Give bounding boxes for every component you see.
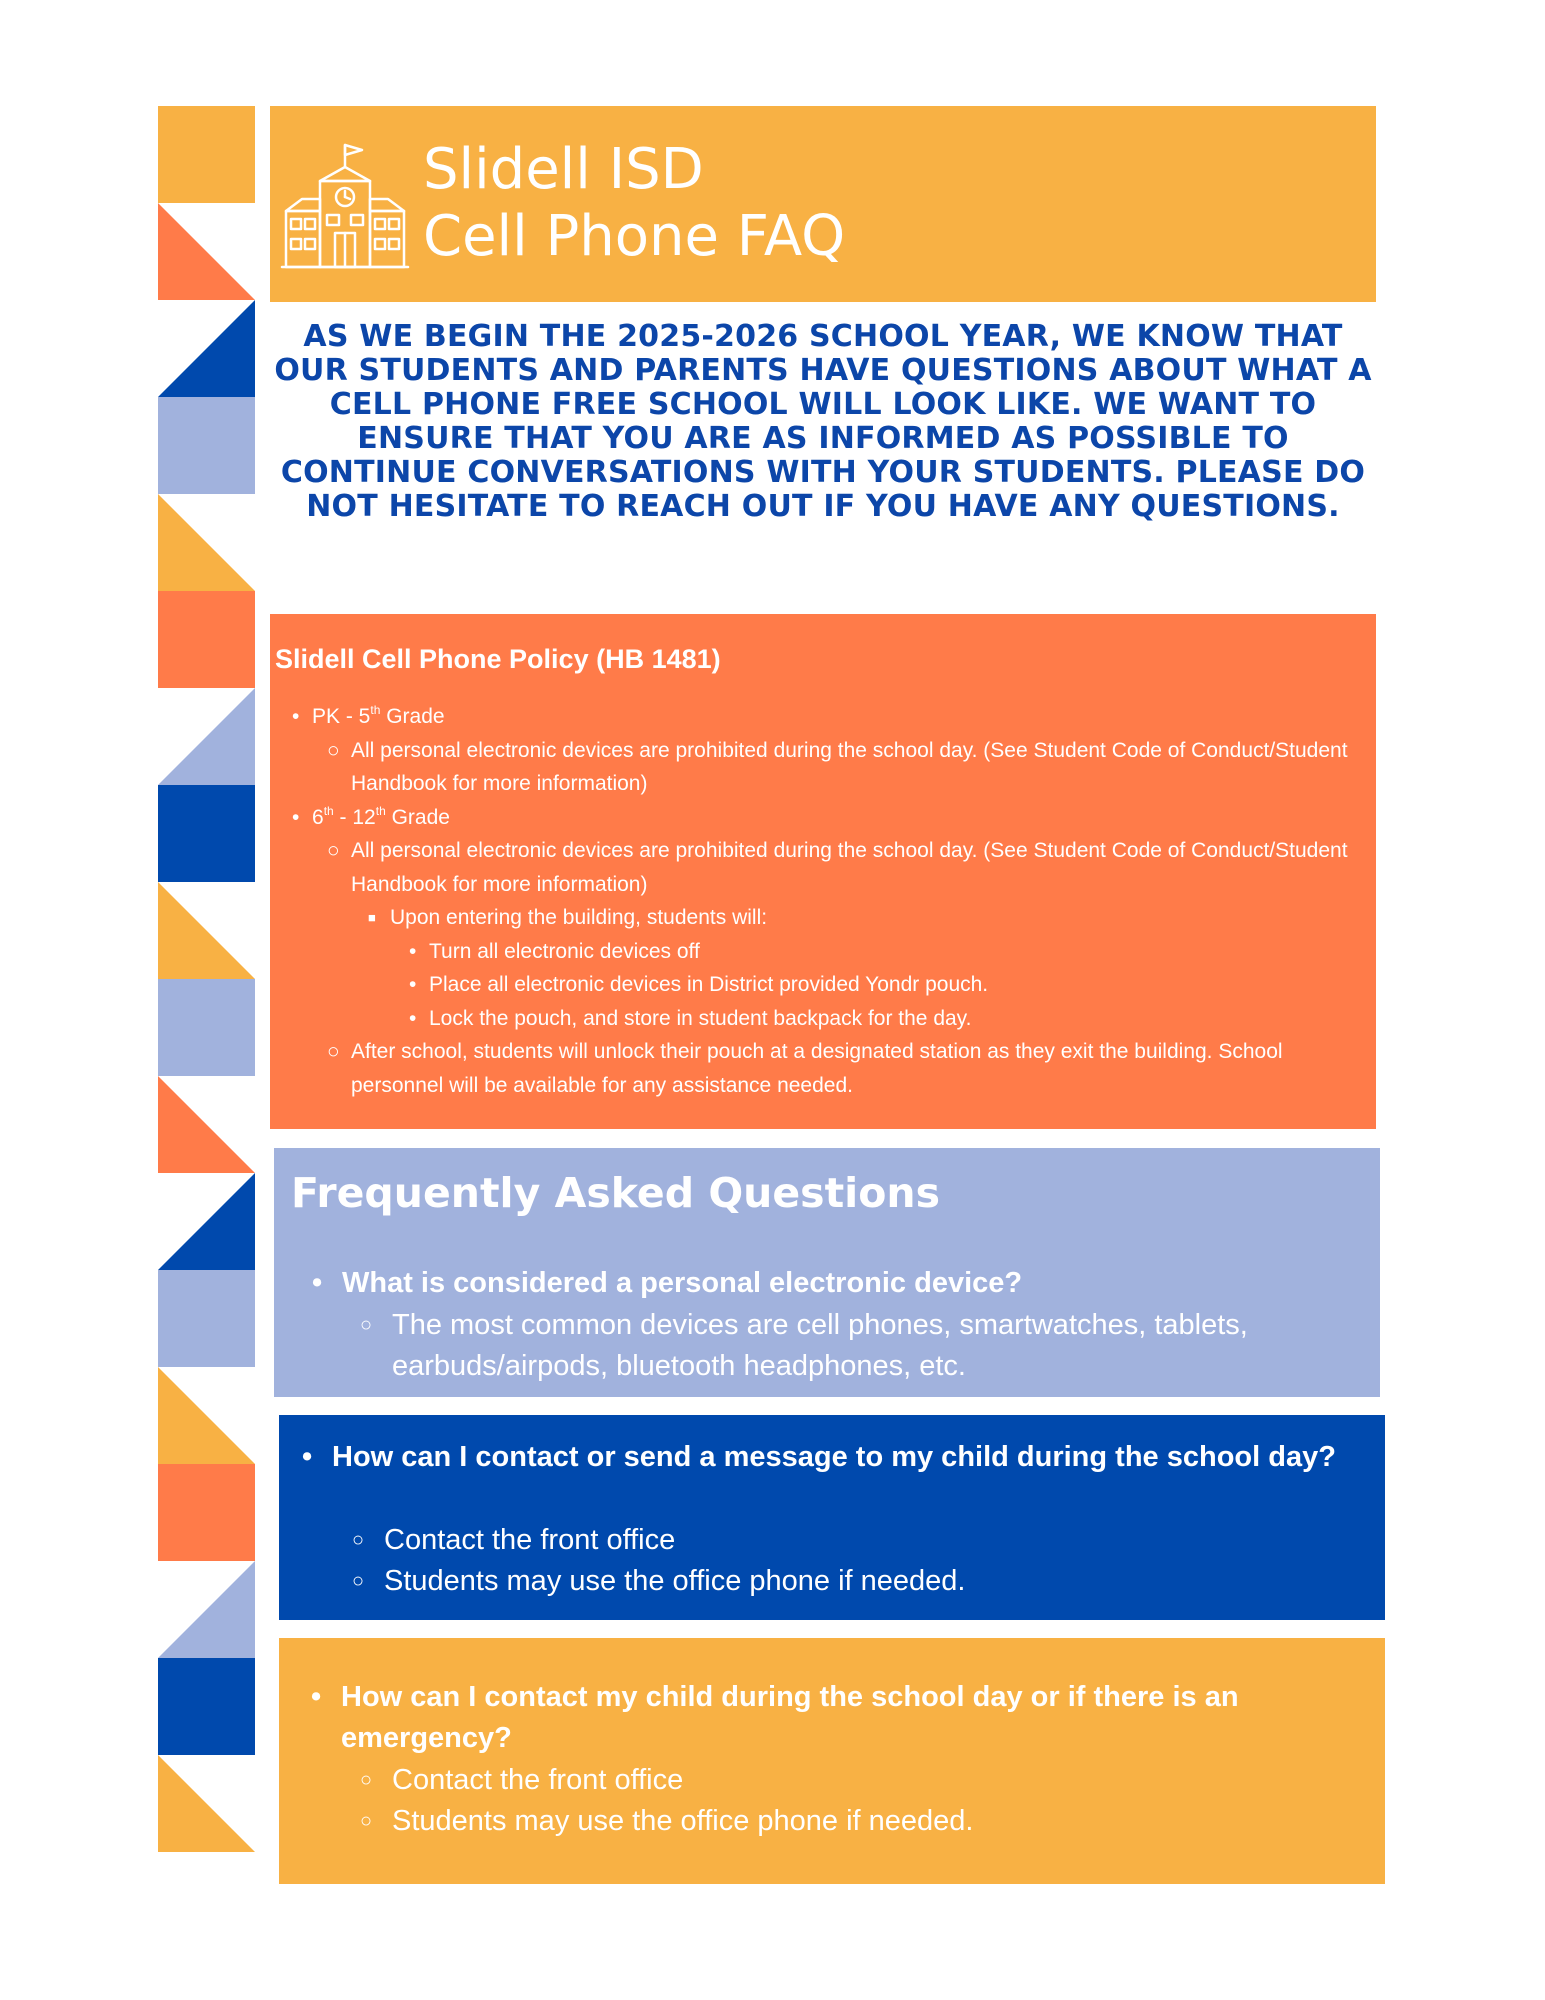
list-item-6th-12th — [270, 801, 1376, 835]
grade-sup: th — [370, 703, 381, 717]
page-title — [423, 136, 845, 270]
policy-list — [270, 700, 1376, 1102]
list-item — [270, 834, 1376, 901]
step-text: Place all electronic devices in District provided Yondr pouch. — [429, 973, 989, 996]
question-text: What is considered a personal electronic device? — [342, 1267, 1023, 1299]
strip-tile-navy-triangle — [158, 1173, 255, 1270]
strip-tile-orange-square — [158, 1464, 255, 1561]
bullet-dot-icon: • — [311, 1681, 322, 1713]
answer-item — [360, 1801, 1352, 1842]
bullet-dot-icon: • — [292, 705, 300, 728]
list-item — [270, 1035, 1376, 1102]
strip-tile-periwinkle-square — [158, 979, 255, 1076]
faq-heading: Frequently Asked Questions — [291, 1169, 940, 1217]
faq-answers — [360, 1305, 1352, 1387]
answer-item — [360, 1760, 1352, 1801]
step-text: Turn all electronic devices off — [429, 939, 700, 963]
school-building-icon — [280, 141, 410, 271]
grade-label: 6 — [312, 805, 324, 829]
policy-text: All personal electronic devices are prohibited during the school day. (See Student Code of Conduct/Student Handbook for more information) — [351, 738, 1348, 795]
bullet-square-icon: ■ — [368, 910, 376, 925]
bullet-dot-icon: • — [292, 805, 300, 829]
strip-tile-yellow-triangle — [158, 1367, 255, 1464]
answer-item — [352, 1520, 1344, 1561]
list-item — [270, 935, 1376, 969]
grade-label-mid: - 12 — [333, 805, 376, 829]
answer-text: Students may use the office phone if needed. — [384, 1565, 966, 1597]
question-text: How can I contact or send a message to my child during the school day? — [332, 1441, 1336, 1473]
grade-label-suffix: Grade — [385, 805, 450, 829]
bullet-dot-icon: • — [409, 1006, 417, 1030]
list-item — [270, 968, 1376, 1002]
answer-text: Students may use the office phone if needed. — [392, 1805, 974, 1837]
strip-tile-periwinkle-triangle — [158, 688, 255, 785]
bullet-circle-icon: ○ — [352, 1570, 365, 1592]
strip-tile-yellow-triangle — [158, 1755, 255, 1852]
strip-tile-yellow-triangle — [158, 494, 255, 591]
faq-question — [302, 1437, 1362, 1478]
bullet-circle-icon: ○ — [327, 738, 340, 762]
decorative-strip — [158, 106, 255, 1883]
strip-tile-yellow-triangle — [158, 882, 255, 979]
bullet-circle-icon: ○ — [352, 1529, 365, 1551]
policy-section — [270, 614, 1376, 1129]
faq-section-1 — [274, 1148, 1380, 1397]
bullet-dot-icon: • — [302, 1441, 313, 1473]
policy-title: Slidell Cell Phone Policy (HB 1481) — [275, 644, 721, 674]
strip-tile-orange-triangle — [158, 1076, 255, 1173]
bullet-circle-icon: ○ — [327, 1040, 340, 1063]
strip-tile-orange-square — [158, 591, 255, 688]
strip-tile-orange-triangle — [158, 203, 255, 300]
strip-tile-periwinkle-square — [158, 1270, 255, 1367]
question-text: How can I contact my child during the school day or if there is an emergency? — [341, 1681, 1239, 1754]
answer-item — [352, 1561, 1344, 1602]
bullet-dot-icon: • — [312, 1267, 323, 1299]
strip-tile-periwinkle-triangle — [158, 1561, 255, 1658]
header-banner — [270, 106, 1376, 302]
bullet-dot-icon: • — [409, 939, 417, 963]
policy-text: After school, students will unlock their pouch at a designated station as they exit the building. School personnel will be available for any assistance needed. — [351, 1040, 1283, 1097]
answer-text: Contact the front office — [384, 1524, 676, 1556]
policy-text: Upon entering the building, students will: — [390, 906, 768, 929]
strip-tile-yellow-square — [158, 106, 255, 203]
faq-section-2 — [279, 1415, 1385, 1620]
strip-tile-navy-square — [158, 1658, 255, 1755]
strip-tile-periwinkle-square — [158, 397, 255, 494]
grade-sup: th — [375, 803, 386, 818]
strip-tile-navy-triangle — [158, 300, 255, 397]
answer-text: The most common devices are cell phones, smartwatches, tablets, earbuds/airpods, bluetooth headphones, etc. — [392, 1309, 1248, 1382]
title-line-1: Slidell ISD — [423, 137, 704, 202]
strip-tile-navy-square — [158, 785, 255, 882]
faq-question — [312, 1263, 1352, 1304]
answer-item — [360, 1305, 1352, 1387]
list-item — [270, 1002, 1376, 1036]
list-item — [270, 734, 1376, 801]
list-item — [270, 901, 1376, 935]
faq-answers — [360, 1760, 1352, 1842]
title-line-2: Cell Phone FAQ — [423, 204, 846, 269]
bullet-circle-icon: ○ — [360, 1769, 373, 1791]
faq-question — [311, 1677, 1361, 1759]
answer-text: Contact the front office — [392, 1764, 684, 1796]
list-item-pk-5th — [270, 700, 1376, 734]
step-text: Lock the pouch, and store in student backpack for the day. — [429, 1006, 972, 1030]
grade-label-suffix: Grade — [380, 705, 445, 728]
bullet-circle-icon: ○ — [360, 1314, 373, 1336]
bullet-circle-icon: ○ — [360, 1810, 373, 1832]
policy-text: All personal electronic devices are prohibited during the school day. (See Student Code of Conduct/Student Handbook for more information) — [351, 839, 1348, 896]
grade-label: PK - 5 — [312, 705, 371, 728]
faq-answers — [352, 1520, 1344, 1602]
bullet-dot-icon: • — [409, 973, 417, 996]
intro-text: AS WE BEGIN THE 2025-2026 SCHOOL YEAR, WE KNOW THAT OUR STUDENTS AND PARENTS HAVE QUESTIONS ABOUT WHAT A CELL PHONE FREE SCHOOL WILL LOOK LIKE. WE WANT TO ENSURE THAT YOU ARE AS INFORMED AS POSSIBLE TO CONTINUE CONVERSATIONS WITH YOUR STUDENTS. PLEASE DO NOT HESITATE TO REACH OUT IF YOU HAVE ANY QUESTIONS. — [274, 319, 1372, 524]
bullet-circle-icon: ○ — [327, 839, 340, 862]
faq-section-3 — [279, 1638, 1385, 1884]
grade-sup: th — [323, 803, 334, 818]
